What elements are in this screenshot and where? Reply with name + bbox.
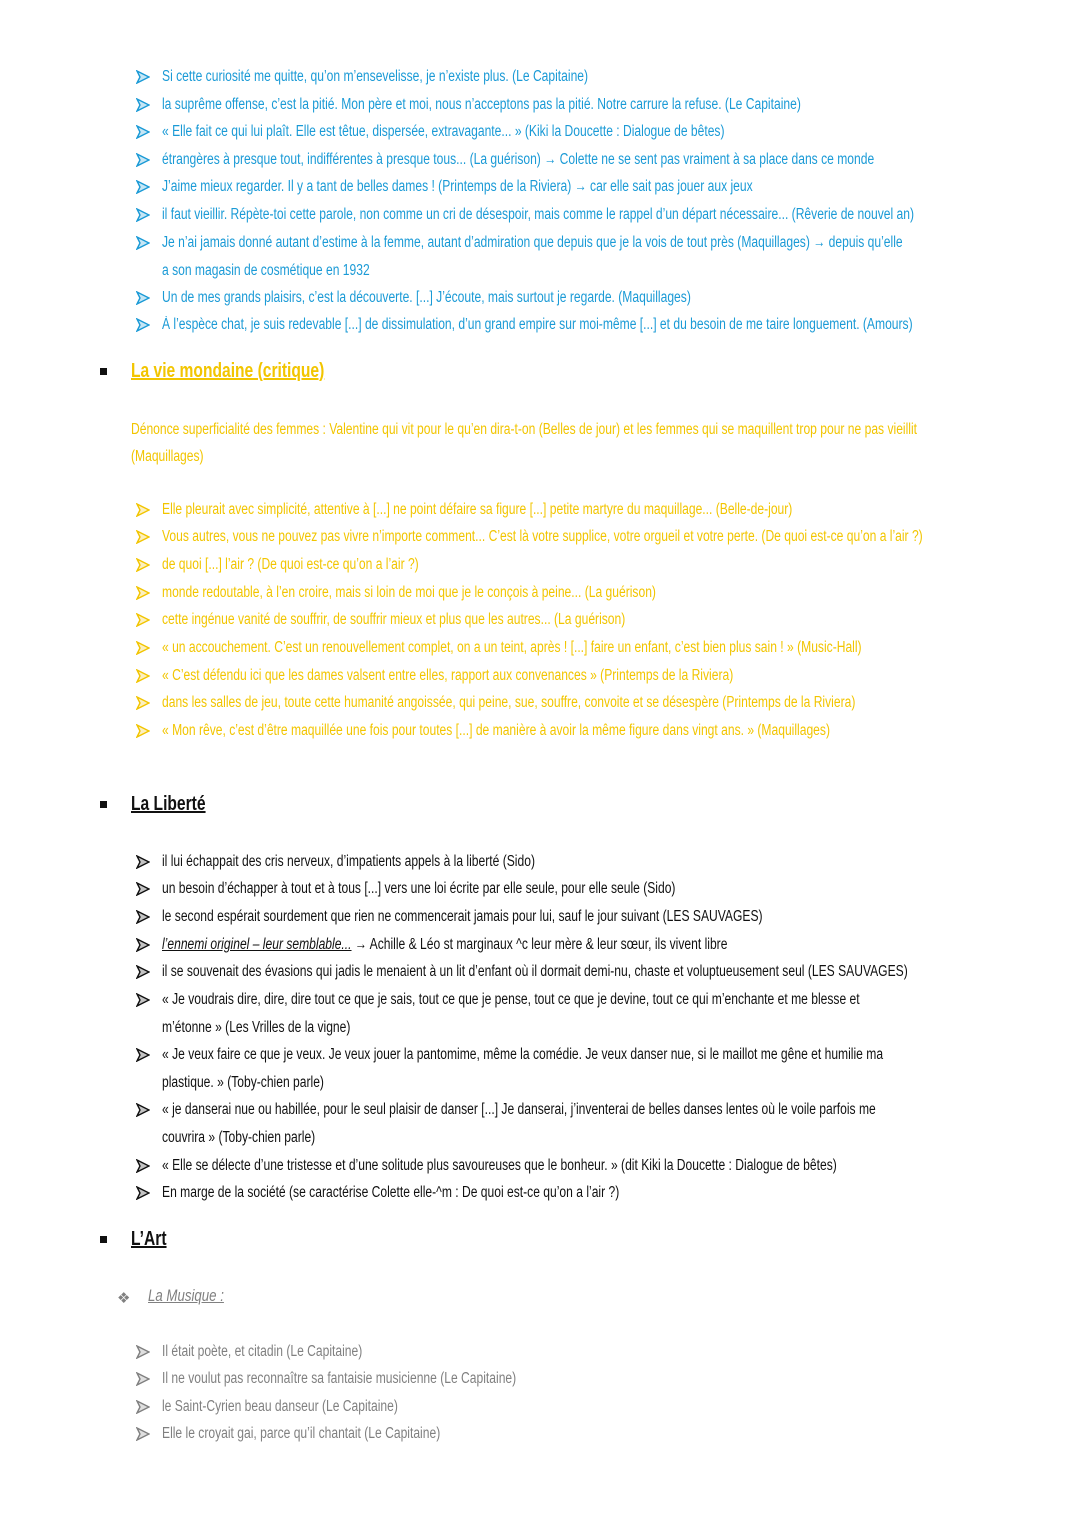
section-heading-mondaine: La vie mondaine (critique) [131,360,325,382]
list-item-line: Il ne voulut pas reconnaître sa fantaisie musicienne (Le Capitaine) [162,1370,517,1387]
bullet-square [100,368,107,375]
intro-line-1: Dénonce superficialité des femmes : Valentine qui vit pour le qu’en dira-t-on (Belles de jour) et les femmes qui se maquillent trop pour ne pas vieillit [131,421,918,438]
diamond-bullet-icon: ❖ [117,1290,131,1307]
list-item-line: « Elle fait ce qui lui plaît. Elle est têtue, dispersée, extravagante... » (Kiki la Doucette : Dialogue de bêtes) [162,123,725,140]
list-item-line: il faut vieillir. Répète-toi cette parole, non comme un cri de désespoir, mais comme le rappel d’un départ nécessaire... (Rêverie de nouvel an) [162,206,914,223]
list-item-line: À l’espèce chat, je suis redevable [...] de dissimulation, d’un grand empire sur moi-même [...] et du besoin de me taire longuement. (Amours) [162,316,913,333]
list-item-line: plastique. » (Toby-chien parle) [162,1073,324,1091]
list-item-line: a son magasin de cosmétique en 1932 [162,261,370,279]
list-item-line: cette ingénue vanité de souffrir, de souffrir mieux et plus que les autres... (La guérison) [162,611,626,628]
list-item-line: Je n’ai jamais donné autant d’estime à la femme, autant d’admiration que depuis que je la vois de tout près (Maquillages) → depuis qu’elle [162,234,903,251]
intro-line-2: (Maquillages) [131,448,204,465]
section-heading-art: L’Art [131,1228,167,1250]
list-item-line: Un de mes grands plaisirs, c’est la découverte. [...] J’écoute, mais surtout je regarde. (Maquillages) [162,289,691,306]
list-item-line: étrangères à presque tout, indifférentes à presque tous... (La guérison) → Colette ne se sent pas vraiment à sa place dans ce monde [162,151,875,168]
list-item-line: le second espérait sourdement que rien ne commencerait jamais pour lui, sauf le jour suivant (LES SAUVAGES) [162,908,763,925]
list-item-line: « Je veux faire ce que je veux. Je veux jouer la pantomime, même la comédie. Je veux danser nue, si le maillot me gêne et humilie ma [162,1046,884,1063]
list-item-line: « Je voudrais dire, dire, dire tout ce que je sais, tout ce que je pense, tout ce que je devine, tout ce qui m’enchante et me blesse et [162,991,860,1008]
list-item-line: il lui échappait des cris nerveux, d’impatients appels à la liberté (Sido) [162,853,535,870]
bullet-square [100,801,107,808]
list-item-line: le Saint-Cyrien beau danseur (Le Capitaine) [162,1398,398,1415]
subheading-musique: La Musique : [148,1286,224,1305]
list-item-line: En marge de la société (se caractérise Colette elle-^m : De quoi est-ce qu’on a l’air ?) [162,1184,620,1201]
list-item-line: l’ennemi originel – leur semblable... → Achille & Léo st marginaux ^c leur mère & leur sœur, ils vivent libre [162,936,728,953]
list-item-line: Si cette curiosité me quitte, qu’on m’ensevelisse, je n’existe plus. (Le Capitaine) [162,68,589,85]
list-item-line: Vous autres, vous ne pouvez pas vivre n’importe comment... C’est là votre supplice, votre orgueil et votre perte. (De quoi est-ce qu’on a l’air ?) [162,528,923,545]
list-item-line: Il était poète, et citadin (Le Capitaine) [162,1343,363,1360]
list-item-line: monde redoutable, à l’en croire, mais si loin de moi que je le conçois à peine... (La guérison) [162,584,656,601]
list-item-line: Elle le croyait gai, parce qu’il chantait (Le Capitaine) [162,1425,441,1442]
list-item-line: « je danserai nue ou habillée, pour le seul plaisir de danser [...] Je danserai, j’inventerai de belles danses lentes où le voile parfois me [162,1101,876,1118]
list-item-line: dans les salles de jeu, toute cette humanité angoissée, qui peine, sue, souffre, convoite et se désespère (Printemps de la Riviera) [162,694,856,711]
list-item-line: « C’est défendu ici que les dames valsent entre elles, rapport aux convenances » (Printemps de la Riviera) [162,667,734,684]
list-item-line: m’étonne » (Les Vrilles de la vigne) [162,1018,351,1036]
list-item-line: J’aime mieux regarder. Il y a tant de belles dames ! (Printemps de la Riviera) → car elle sait pas jouer aux jeux [162,178,753,195]
bullet-square [100,1236,107,1243]
list-item-line: « Mon rêve, c’est d’être maquillée une fois pour toutes [...] de manière à avoir la même figure dans vingt ans. » (Maquillages) [162,722,830,739]
list-item-line: il se souvenait des évasions qui jadis le menaient à un lit d’enfant où il dormait demi-nu, chaste et voluptueusement seul (LES SAUVAGES) [162,963,908,980]
list-item-line: de quoi [...] l’air ? (De quoi est-ce qu’on a l’air ?) [162,556,419,573]
list-item-line: couvrira » (Toby-chien parle) [162,1128,316,1146]
list-item-line: « un accouchement. C’est un renouvellement complet, on a un teint, après ! [...] faire un enfant, c’est bien plus sain ! » (Music-Hall) [162,639,862,656]
list-item-line: « Elle se délecte d’une tristesse et d’une solitude plus savoureuses que le bonheur. » (dit Kiki la Doucette : Dialogue de bêtes) [162,1157,837,1174]
section-heading-liberte: La Liberté [131,793,206,815]
list-item-line: un besoin d’échapper à tout et à tous [...] vers une loi écrite par elle seule, pour elle seule (Sido) [162,880,676,897]
list-item-line: la suprême offense, c’est la pitié. Mon père et moi, nous n’acceptons pas la pitié. Notre carrure la refuse. (Le Capitaine) [162,96,801,113]
list-item-line: Elle pleurait avec simplicité, attentive à [...] ne point défaire sa figure [...] petite martyre du maquillage... (Belle-de-jour) [162,501,793,518]
